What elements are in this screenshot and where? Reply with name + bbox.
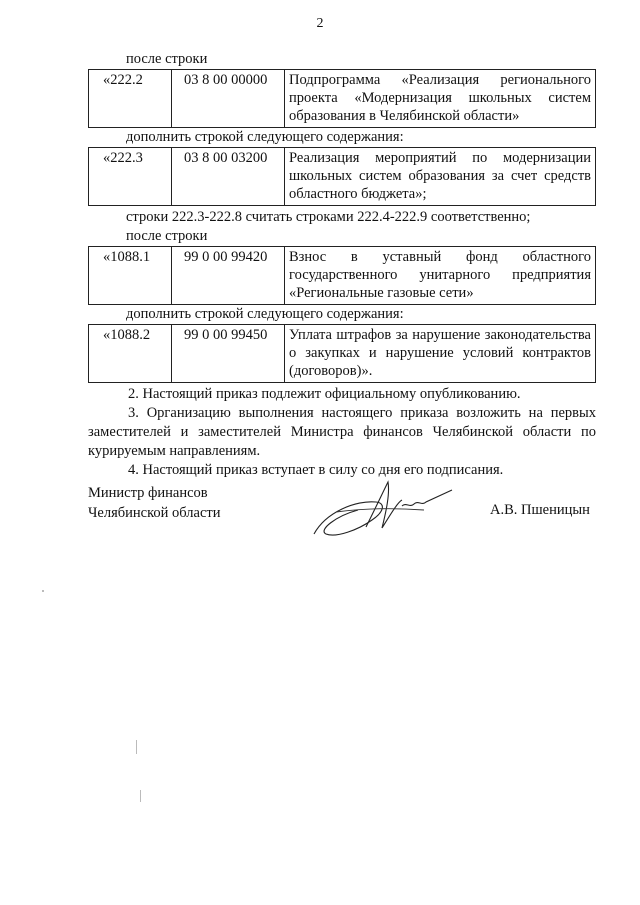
signatory-name: А.В. Пшеницын	[490, 502, 590, 518]
code-cell: 99 0 00 99420	[172, 247, 285, 305]
code-cell: 99 0 00 99450	[172, 325, 285, 383]
document-body	[88, 50, 596, 480]
paragraph: 3. Организацию выполнения настоящего приказа возложить на первых заместителей и заместителей Министра финансов Челябинской области по курируемым направлениям.	[88, 405, 596, 459]
budget-row-table	[88, 69, 596, 128]
table-row	[89, 325, 596, 383]
row-number-cell: «1088.2	[89, 325, 172, 383]
description-cell: Уплата штрафов за нарушение законодательства о закупках и нарушение условий контрактов (договоров)».	[285, 325, 596, 383]
instruction-text: дополнить строкой следующего содержания:	[126, 306, 404, 322]
signatory-title	[88, 483, 221, 523]
paragraph: 4. Настоящий приказ вступает в силу со дня его подписания.	[128, 462, 504, 478]
row-number-cell: «1088.1	[89, 247, 172, 305]
instruction-text: после строки	[126, 228, 208, 244]
signatory-title-line: Министр финансов	[88, 485, 208, 501]
budget-row-table	[88, 246, 596, 305]
row-number-cell: «222.2	[89, 70, 172, 128]
description-cell: Реализация мероприятий по модернизации школьных систем образования за счет средств областного бюджета»;	[285, 148, 596, 206]
code-cell: 03 8 00 03200	[172, 148, 285, 206]
code-cell: 03 8 00 00000	[172, 70, 285, 128]
instruction-text: дополнить строкой следующего содержания:	[126, 129, 404, 145]
row-number-cell: «222.3	[89, 148, 172, 206]
scan-speck	[136, 740, 137, 754]
table-row	[89, 247, 596, 305]
budget-row-table	[88, 324, 596, 383]
signatory-title-line: Челябинской области	[88, 505, 221, 521]
description-cell: Взнос в уставный фонд областного государственного унитарного предприятия «Региональные газовые сети»	[285, 247, 596, 305]
budget-row-table	[88, 147, 596, 206]
paragraph: 2. Настоящий приказ подлежит официальному опубликованию.	[128, 386, 521, 402]
scan-speck	[42, 590, 44, 592]
scan-speck	[140, 790, 141, 802]
page-number: 2	[316, 16, 324, 31]
instruction-text: строки 222.3-222.8 считать строками 222.4-222.9 соответственно;	[126, 209, 531, 225]
instruction-text: после строки	[126, 51, 208, 67]
handwritten-signature	[306, 472, 456, 544]
table-row	[89, 148, 596, 206]
table-row	[89, 70, 596, 128]
description-cell: Подпрограмма «Реализация регионального проекта «Модернизация школьных систем образования в Челябинской области»	[285, 70, 596, 128]
